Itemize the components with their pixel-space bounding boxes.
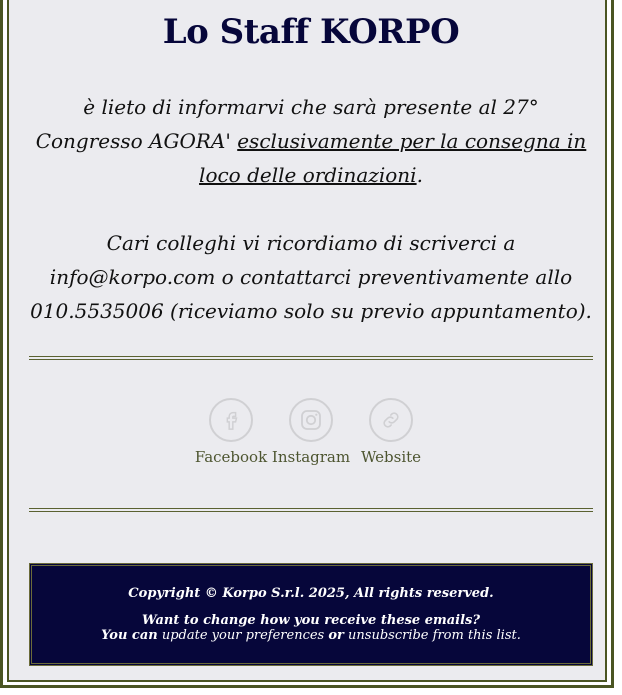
intro-period: . xyxy=(416,163,423,187)
intro-text: è lieto di informarvi che sarà presente al 27° Congresso AGORA' xyxy=(35,95,539,153)
social-instagram[interactable] xyxy=(271,398,351,466)
intro-paragraph xyxy=(30,90,592,192)
copyright-text: Copyright © Korpo S.r.l. 2025, All rights reserved. xyxy=(128,586,494,601)
page-title: Lo Staff KORPO xyxy=(162,12,460,52)
instagram-label[interactable]: Instagram xyxy=(271,448,351,466)
you-can-text: You can xyxy=(101,628,158,643)
divider-top xyxy=(29,356,593,360)
social-facebook[interactable] xyxy=(196,398,266,466)
social-website[interactable] xyxy=(356,398,426,466)
facebook-label[interactable]: Facebook xyxy=(194,448,268,466)
update-preferences-link[interactable]: update your preferences xyxy=(161,628,325,643)
preferences-line xyxy=(32,628,590,643)
website-label[interactable]: Website xyxy=(360,448,422,466)
contact-paragraph: Cari colleghi vi ricordiamo di scriverci a info@korpo.com o contattarci preventivamente allo 010.5535006 (riceviamo solo su previo appuntamento). xyxy=(30,231,592,323)
link-icon[interactable] xyxy=(369,398,413,442)
instagram-icon[interactable] xyxy=(289,398,333,442)
social-links xyxy=(0,398,622,466)
delivery-link[interactable]: esclusivamente per la consegna in loco delle ordinazioni xyxy=(199,129,587,187)
unsubscribe-link[interactable]: unsubscribe from this list xyxy=(348,628,517,643)
footer-period: . xyxy=(516,628,521,643)
preferences-question: Want to change how you receive these emails? xyxy=(142,613,480,628)
facebook-icon[interactable] xyxy=(209,398,253,442)
divider-bottom xyxy=(29,508,593,512)
or-text: or xyxy=(328,628,344,643)
footer xyxy=(29,563,593,666)
